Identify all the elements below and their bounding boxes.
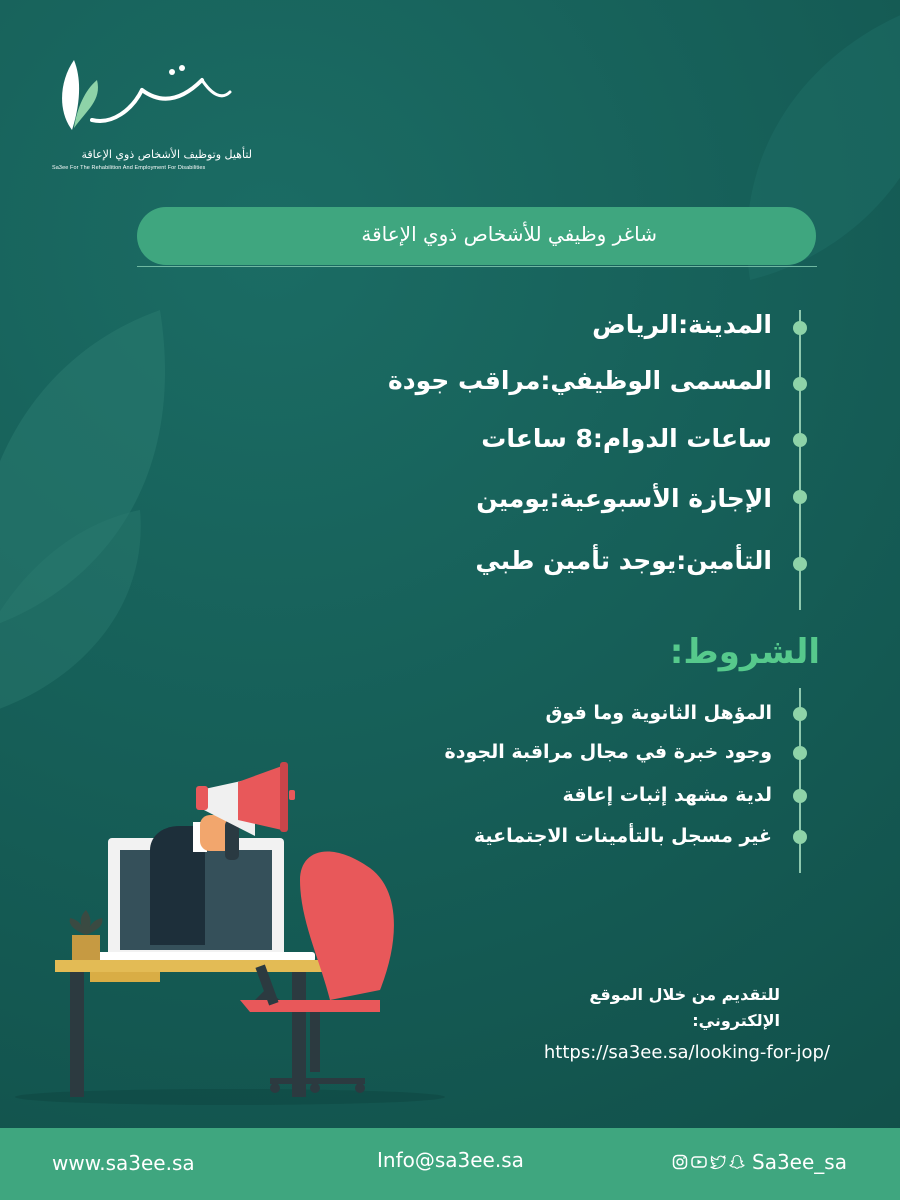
conditions-title: الشروط:: [669, 632, 820, 672]
bullet-dot: [793, 321, 807, 335]
bullet-dot: [793, 433, 807, 447]
apply-instructions: [540, 982, 780, 1034]
bullet-dot: [793, 746, 807, 760]
logo-calligraphy-icon: [52, 50, 232, 140]
header-divider: [137, 266, 817, 267]
condition-item: غير مسجل بالتأمينات الاجتماعية: [473, 825, 772, 847]
bullet-dot: [793, 707, 807, 721]
bullet-dot: [793, 789, 807, 803]
bullet-dot: [793, 557, 807, 571]
recruitment-illustration: [0, 750, 460, 1110]
sa3ee-logo: [52, 50, 252, 170]
logo-arabic-tagline: لتأهيل وتوظيف الأشخاص ذوي الإعاقة: [81, 148, 252, 161]
youtube-icon[interactable]: [691, 1154, 707, 1170]
footer-social: [672, 1150, 847, 1174]
apply-label-line2: الإلكتروني:: [692, 1011, 780, 1030]
detail-city: المدينة:الرياض: [592, 310, 772, 339]
logo-english-tagline: Sa3ee For The Rehabilition And Employment For Disabilities: [52, 165, 206, 171]
detail-weekend: الإجازة الأسبوعية:يومين: [476, 484, 772, 513]
condition-item: وجود خبرة في مجال مراقبة الجودة: [444, 741, 772, 763]
footer-social-handle[interactable]: Sa3ee_sa: [752, 1150, 847, 1174]
detail-hours: ساعات الدوام:8 ساعات: [481, 424, 772, 453]
footer-website-link[interactable]: www.sa3ee.sa: [52, 1151, 195, 1175]
bullet-dot: [793, 830, 807, 844]
condition-item: لدية مشهد إثبات إعاقة: [562, 784, 772, 806]
twitter-icon[interactable]: [710, 1154, 726, 1170]
condition-item: المؤهل الثانوية وما فوق: [545, 702, 772, 724]
bullet-dot: [793, 377, 807, 391]
footer-email-link[interactable]: Info@sa3ee.sa: [377, 1148, 524, 1172]
detail-insurance: التأمين:يوجد تأمين طبي: [475, 546, 772, 575]
bullet-dot: [793, 490, 807, 504]
footer-bar: [0, 1128, 900, 1200]
background-leaf-left: [0, 300, 220, 720]
apply-url-link[interactable]: https://sa3ee.sa/looking-for-jop/: [543, 1042, 830, 1063]
poster-title: شاغر وظيفي للأشخاص ذوي الإعاقة: [361, 222, 657, 246]
snapchat-icon[interactable]: [729, 1154, 745, 1170]
apply-label-line1: للتقديم من خلال الموقع: [589, 985, 780, 1004]
detail-job-title: المسمى الوظيفي:مراقب جودة: [388, 366, 772, 395]
instagram-icon[interactable]: [672, 1154, 688, 1170]
